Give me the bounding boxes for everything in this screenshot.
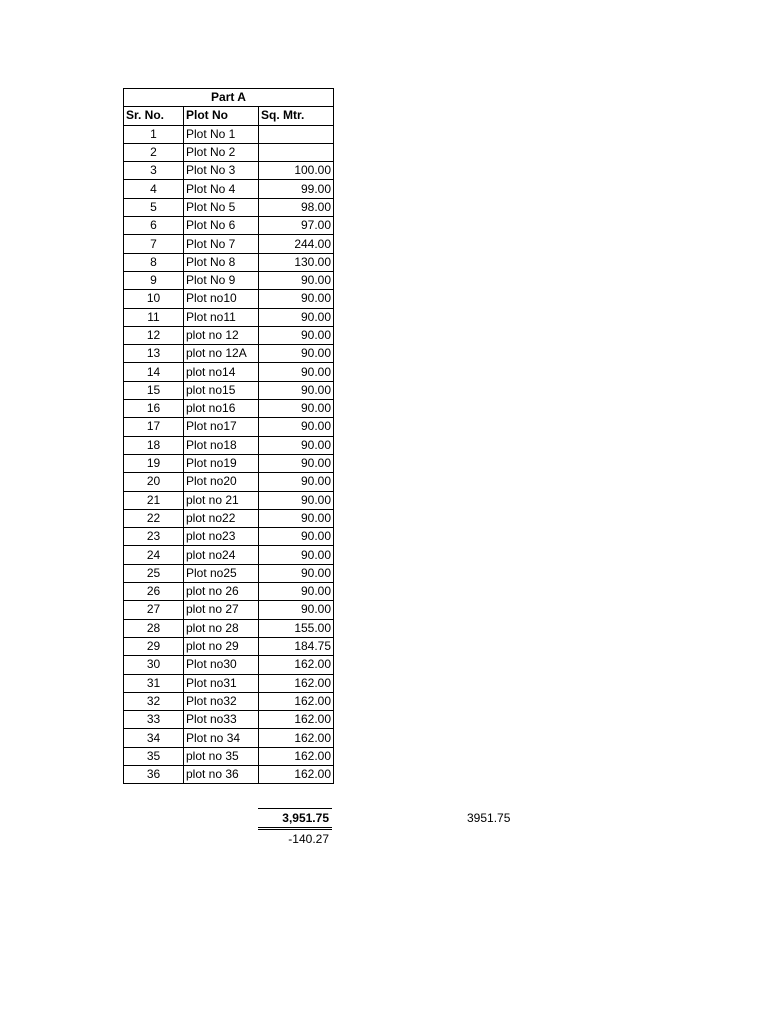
sr-no-cell[interactable]: 21 [124,491,184,509]
sq-mtr-cell[interactable]: 162.00 [259,656,334,674]
sq-mtr-cell[interactable]: 90.00 [259,345,334,363]
table-row [124,326,334,344]
sr-no-cell[interactable]: 2 [124,143,184,161]
sq-mtr-cell[interactable]: 98.00 [259,198,334,216]
total-cell[interactable]: 3,951.75 [258,808,332,830]
sq-mtr-cell[interactable]: 90.00 [259,454,334,472]
plot-no-cell[interactable]: plot no 36 [184,765,259,783]
sq-mtr-cell[interactable]: 90.00 [259,418,334,436]
sq-mtr-cell[interactable]: 162.00 [259,747,334,765]
plot-no-cell[interactable]: Plot No 6 [184,217,259,235]
plot-no-cell[interactable]: plot no14 [184,363,259,381]
sr-no-cell[interactable]: 25 [124,564,184,582]
table-row [124,436,334,454]
sr-no-cell[interactable]: 18 [124,436,184,454]
plot-no-cell[interactable]: plot no 35 [184,747,259,765]
table-row [124,564,334,582]
sr-no-cell[interactable]: 9 [124,271,184,289]
plot-no-cell[interactable]: Plot no33 [184,711,259,729]
sr-no-cell[interactable]: 15 [124,381,184,399]
plot-no-cell[interactable]: Plot No 9 [184,271,259,289]
table-row [124,656,334,674]
sq-mtr-cell[interactable]: 90.00 [259,381,334,399]
table-row [124,198,334,216]
plot-no-cell[interactable]: Plot no18 [184,436,259,454]
sq-mtr-cell[interactable]: 90.00 [259,583,334,601]
table-row [124,290,334,308]
plot-no-cell[interactable]: Plot no31 [184,674,259,692]
table-row [124,308,334,326]
sq-mtr-cell[interactable]: 100.00 [259,162,334,180]
table-row [124,729,334,747]
sr-no-cell[interactable]: 22 [124,509,184,527]
table-row [124,271,334,289]
table-title[interactable]: Part A [124,89,334,107]
plot-no-cell[interactable]: Plot no17 [184,418,259,436]
sr-no-cell[interactable]: 3 [124,162,184,180]
sq-mtr-cell[interactable]: 90.00 [259,400,334,418]
plot-no-cell[interactable]: Plot No 7 [184,235,259,253]
sq-mtr-cell[interactable]: 155.00 [259,619,334,637]
sr-no-cell[interactable]: 36 [124,765,184,783]
table-row [124,765,334,783]
header-row [124,107,334,125]
sq-mtr-cell[interactable] [259,125,334,143]
table-row [124,363,334,381]
title-row [124,89,334,107]
table-row [124,473,334,491]
plot-no-cell[interactable]: Plot no25 [184,564,259,582]
table-body [124,125,334,784]
plot-no-cell[interactable]: plot no24 [184,546,259,564]
table-row [124,217,334,235]
plot-no-cell[interactable]: plot no 21 [184,491,259,509]
sr-no-cell[interactable]: 8 [124,253,184,271]
table-row [124,619,334,637]
spreadsheet-area [123,88,333,784]
sq-mtr-cell[interactable]: 99.00 [259,180,334,198]
sr-no-cell[interactable]: 5 [124,198,184,216]
sr-no-cell[interactable]: 19 [124,454,184,472]
difference-cell[interactable]: -140.27 [288,832,329,846]
plot-no-cell[interactable]: Plot no11 [184,308,259,326]
sq-mtr-cell[interactable]: 90.00 [259,546,334,564]
plot-no-cell[interactable]: plot no 27 [184,601,259,619]
sr-no-cell[interactable]: 11 [124,308,184,326]
sr-no-cell[interactable]: 27 [124,601,184,619]
sr-no-cell[interactable]: 31 [124,674,184,692]
plot-no-cell[interactable]: Plot No 4 [184,180,259,198]
sq-mtr-cell[interactable]: 97.00 [259,217,334,235]
table-row [124,711,334,729]
plot-no-cell[interactable]: plot no 29 [184,637,259,655]
sr-no-cell[interactable]: 10 [124,290,184,308]
table-row [124,509,334,527]
header-plot-no[interactable]: Plot No [184,107,259,125]
sq-mtr-cell[interactable]: 244.00 [259,235,334,253]
table-row [124,637,334,655]
plot-no-cell[interactable]: Plot no30 [184,656,259,674]
table-row [124,528,334,546]
sq-mtr-cell[interactable]: 90.00 [259,491,334,509]
plot-no-cell[interactable]: plot no15 [184,381,259,399]
table-row [124,381,334,399]
table-row [124,491,334,509]
sr-no-cell[interactable]: 7 [124,235,184,253]
side-total-cell[interactable]: 3951.75 [467,811,511,825]
sr-no-cell[interactable]: 1 [124,125,184,143]
table-row [124,601,334,619]
sq-mtr-cell[interactable]: 162.00 [259,729,334,747]
sq-mtr-cell[interactable] [259,143,334,161]
sq-mtr-cell[interactable]: 162.00 [259,674,334,692]
table-row [124,747,334,765]
sr-no-cell[interactable]: 35 [124,747,184,765]
plot-no-cell[interactable]: plot no22 [184,509,259,527]
sq-mtr-cell[interactable]: 90.00 [259,509,334,527]
plot-no-cell[interactable]: Plot No 8 [184,253,259,271]
sq-mtr-cell[interactable]: 90.00 [259,601,334,619]
sq-mtr-cell[interactable]: 90.00 [259,436,334,454]
table-row [124,692,334,710]
table-row [124,125,334,143]
sq-mtr-cell[interactable]: 184.75 [259,637,334,655]
table-row [124,418,334,436]
sr-no-cell[interactable]: 4 [124,180,184,198]
sr-no-cell[interactable]: 26 [124,583,184,601]
plot-no-cell[interactable]: plot no16 [184,400,259,418]
sr-no-cell[interactable]: 32 [124,692,184,710]
sq-mtr-cell[interactable]: 90.00 [259,528,334,546]
sr-no-cell[interactable]: 30 [124,656,184,674]
table-row [124,143,334,161]
plot-no-cell[interactable]: Plot no20 [184,473,259,491]
header-sr-no[interactable]: Sr. No. [124,107,184,125]
sr-no-cell[interactable]: 14 [124,363,184,381]
table-row [124,235,334,253]
sr-no-cell[interactable]: 12 [124,326,184,344]
sr-no-cell[interactable]: 33 [124,711,184,729]
sq-mtr-cell[interactable]: 90.00 [259,473,334,491]
sr-no-cell[interactable]: 17 [124,418,184,436]
plot-no-cell[interactable]: Plot No 2 [184,143,259,161]
sr-no-cell[interactable]: 13 [124,345,184,363]
sq-mtr-cell[interactable]: 162.00 [259,711,334,729]
plot-no-cell[interactable]: plot no23 [184,528,259,546]
plot-no-cell[interactable]: plot no 28 [184,619,259,637]
plot-no-cell[interactable]: Plot No 1 [184,125,259,143]
sr-no-cell[interactable]: 16 [124,400,184,418]
plot-table [123,88,334,784]
sq-mtr-cell[interactable]: 90.00 [259,290,334,308]
sr-no-cell[interactable]: 6 [124,217,184,235]
header-sq-mtr[interactable]: Sq. Mtr. [259,107,334,125]
plot-no-cell[interactable]: Plot no10 [184,290,259,308]
sq-mtr-cell[interactable]: 162.00 [259,692,334,710]
table-row [124,180,334,198]
totals-block [258,808,332,847]
sq-mtr-cell[interactable]: 90.00 [259,326,334,344]
plot-no-cell[interactable]: Plot No 5 [184,198,259,216]
table-row [124,400,334,418]
table-row [124,546,334,564]
sr-no-cell[interactable]: 24 [124,546,184,564]
plot-no-cell[interactable]: Plot no32 [184,692,259,710]
sq-mtr-cell[interactable]: 90.00 [259,564,334,582]
table-row [124,674,334,692]
sr-no-cell[interactable]: 28 [124,619,184,637]
sq-mtr-cell[interactable]: 90.00 [259,308,334,326]
plot-no-cell[interactable]: plot no 26 [184,583,259,601]
plot-no-cell[interactable]: plot no 12A [184,345,259,363]
table-row [124,345,334,363]
sq-mtr-cell[interactable]: 90.00 [259,271,334,289]
plot-no-cell[interactable]: Plot no 34 [184,729,259,747]
sq-mtr-cell[interactable]: 130.00 [259,253,334,271]
table-row [124,583,334,601]
table-row [124,162,334,180]
sr-no-cell[interactable]: 20 [124,473,184,491]
plot-no-cell[interactable]: Plot no19 [184,454,259,472]
sr-no-cell[interactable]: 23 [124,528,184,546]
sq-mtr-cell[interactable]: 162.00 [259,765,334,783]
plot-no-cell[interactable]: Plot No 3 [184,162,259,180]
sr-no-cell[interactable]: 29 [124,637,184,655]
plot-no-cell[interactable]: plot no 12 [184,326,259,344]
sr-no-cell[interactable]: 34 [124,729,184,747]
sq-mtr-cell[interactable]: 90.00 [259,363,334,381]
table-row [124,253,334,271]
table-row [124,454,334,472]
